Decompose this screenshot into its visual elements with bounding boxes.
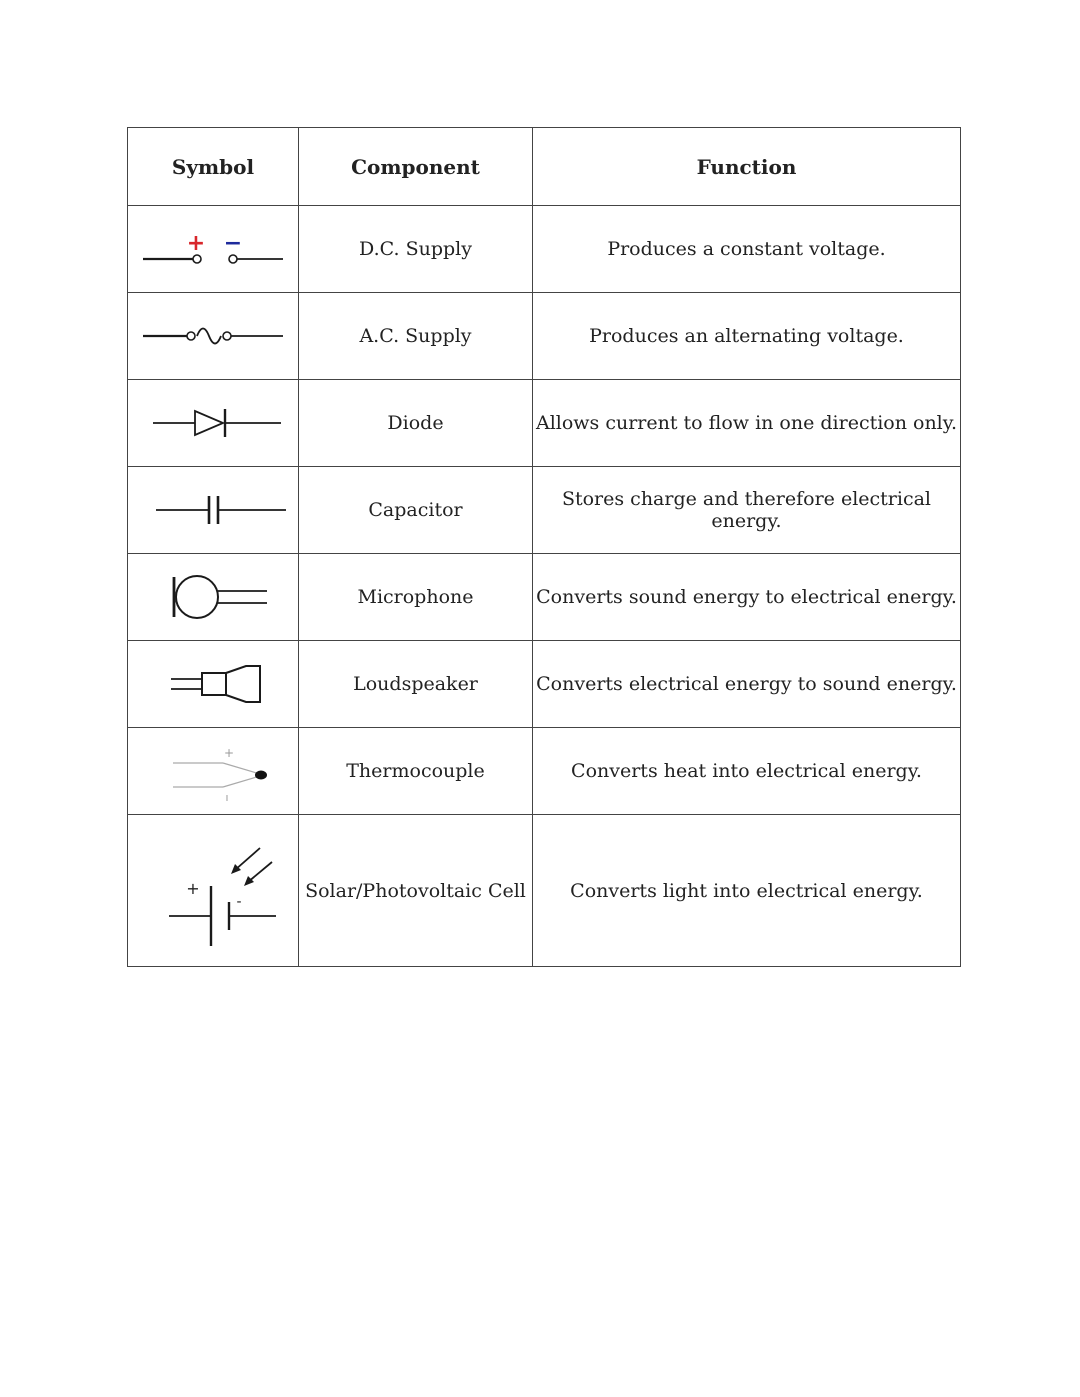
table-row [128, 467, 961, 554]
component-cell: Microphone [299, 554, 533, 641]
component-header: Component [299, 128, 533, 206]
capacitor-symbol-icon [133, 490, 293, 530]
solar-plus-sign: + [186, 878, 200, 898]
diode-symbol-icon [133, 403, 293, 443]
function-cell: Converts heat into electrical energy. [533, 728, 961, 815]
symbol-header: Symbol [128, 128, 299, 206]
component-cell: Capacitor [299, 467, 533, 554]
solar-minus-sign: - [236, 893, 242, 910]
dc-plus-sign: + [186, 231, 206, 256]
ac-supply-symbol-icon [133, 321, 293, 351]
symbol-cell [128, 380, 299, 467]
function-cell: Allows current to flow in one direction only. [533, 380, 961, 467]
loudspeaker-symbol-icon [133, 664, 293, 704]
component-cell: Thermocouple [299, 728, 533, 815]
table-row [128, 815, 961, 967]
thermocouple-minus-sign: I [225, 794, 229, 801]
function-cell: Converts sound energy to electrical energy. [533, 554, 961, 641]
symbol-cell [128, 467, 299, 554]
thermocouple-plus-sign: + [223, 746, 235, 760]
components-table [127, 127, 961, 967]
component-cell: Diode [299, 380, 533, 467]
symbol-cell [128, 554, 299, 641]
symbol-cell [128, 815, 299, 967]
symbol-cell [128, 641, 299, 728]
symbol-cell [128, 728, 299, 815]
table-row [128, 206, 961, 293]
component-cell: Loudspeaker [299, 641, 533, 728]
table-row [128, 554, 961, 641]
table-header-row [128, 128, 961, 206]
function-cell: Stores charge and therefore electrical energy. [533, 467, 961, 554]
thermocouple-symbol-icon [133, 741, 293, 801]
function-cell: Produces a constant voltage. [533, 206, 961, 293]
component-cell: A.C. Supply [299, 293, 533, 380]
symbol-cell [128, 206, 299, 293]
function-header: Function [533, 128, 961, 206]
dc-supply-symbol-icon [133, 224, 293, 274]
component-cell: Solar/Photovoltaic Cell [299, 815, 533, 967]
component-cell: D.C. Supply [299, 206, 533, 293]
table-row [128, 641, 961, 728]
dc-minus-sign: − [223, 231, 243, 256]
function-cell: Converts electrical energy to sound energy. [533, 641, 961, 728]
symbol-cell [128, 293, 299, 380]
table-row [128, 728, 961, 815]
table-row [128, 293, 961, 380]
table-row [128, 380, 961, 467]
function-cell: Converts light into electrical energy. [533, 815, 961, 967]
function-cell: Produces an alternating voltage. [533, 293, 961, 380]
solar-cell-symbol-icon [133, 836, 293, 946]
microphone-symbol-icon [133, 572, 293, 622]
